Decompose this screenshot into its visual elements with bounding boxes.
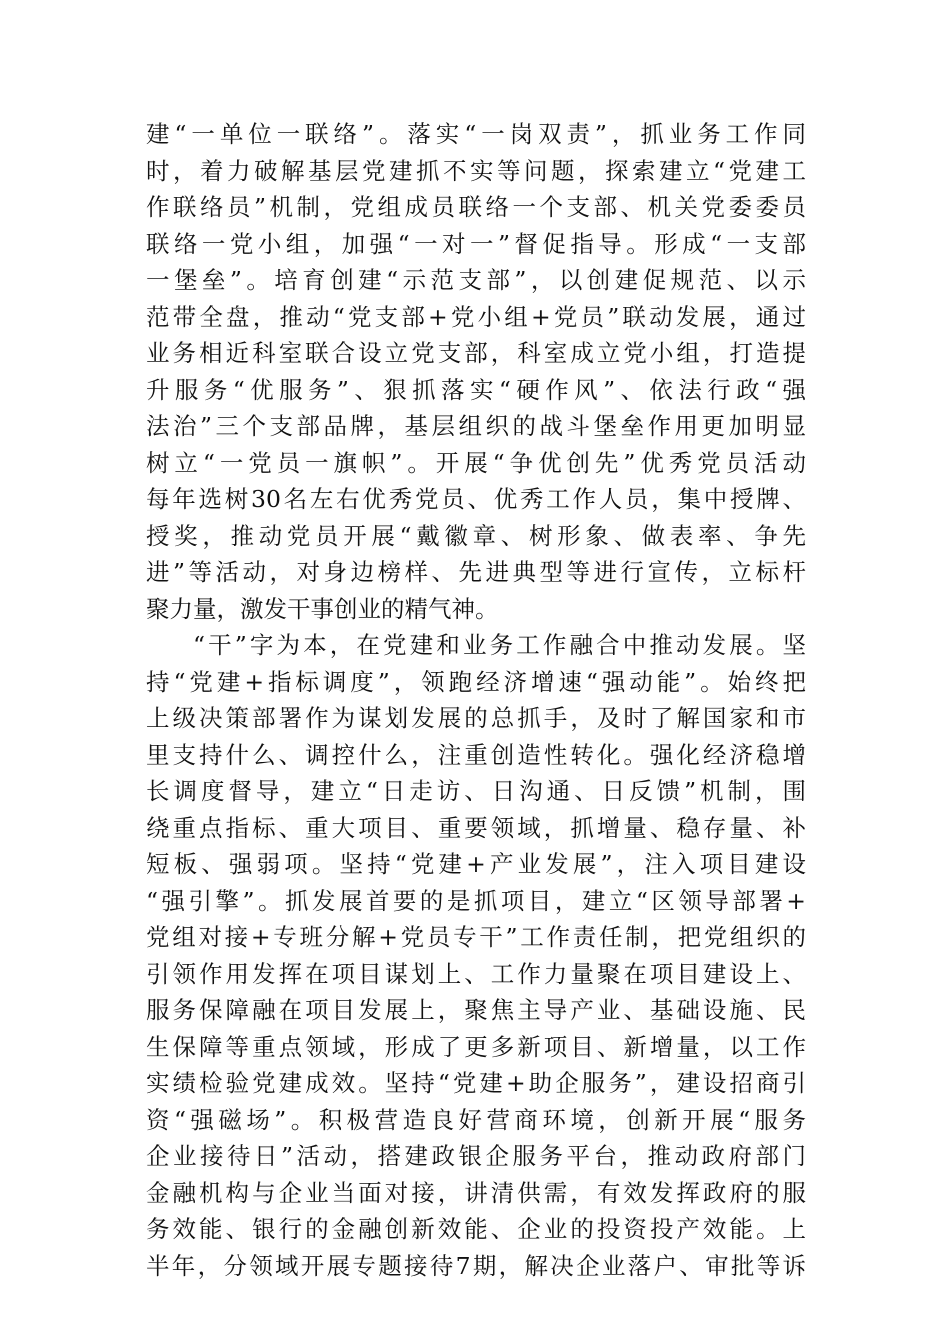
body-text: [146, 116, 806, 1284]
paragraph-1: [146, 116, 806, 627]
text-line: 时，着力破解基层党建抓不实等问题，探索建立“党建工: [146, 156, 806, 185]
text-line: 实绩检验党建成效。坚持“党建+助企服务”，建设招商引: [146, 1069, 806, 1097]
text-line: 联络一党小组，加强“一对一”督促指导。形成“一支部: [146, 229, 806, 258]
text-line: 持“党建+指标调度”，领跑经济增速“强动能”。始终把: [146, 667, 806, 696]
text-line: 金融机构与企业当面对接，讲清供需，有效发挥政府的服: [146, 1178, 806, 1207]
text-line: 建“一单位一联络”。落实“一岗双责”，抓业务工作同: [146, 120, 806, 148]
text-line: 树立“一党员一旗帜”。开展“争优创先”优秀党员活动: [146, 448, 806, 477]
text-line: 短板、强弱项。坚持“党建+产业发展”，注入项目建设: [146, 850, 806, 878]
text-line: 资“强磁场”。积极营造良好营商环境，创新开展“服务: [146, 1105, 806, 1134]
text-line: 法治”三个支部品牌，基层组织的战斗堡垒作用更加明显: [146, 412, 806, 440]
text-line: 进”等活动，对身边榜样、先进典型等进行宣传，立标杆: [146, 558, 806, 586]
text-line: 服务保障融在项目发展上，聚焦主导产业、基础设施、民: [146, 996, 806, 1024]
paragraph-2: [146, 627, 806, 1284]
text-line: 企业接待日”活动，搭建政银企服务平台，推动政府部门: [146, 1142, 806, 1170]
text-line: 升服务“优服务”、狠抓落实“硬作风”、依法行政“强: [146, 375, 806, 404]
text-line: 长调度督导，建立“日走访、日沟通、日反馈”机制，围: [146, 777, 806, 805]
text-line: 务效能、银行的金融创新效能、企业的投资投产效能。上: [146, 1215, 806, 1243]
text-line: 范带全盘，推动“党支部+党小组+党员”联动发展，通过: [146, 302, 806, 331]
text-line: 上级决策部署作为谋划发展的总抓手，及时了解国家和市: [146, 704, 806, 732]
text-line: 聚力量，激发干事创业的精气神。: [146, 594, 499, 623]
text-line: 里支持什么、调控什么，注重创造性转化。强化经济稳增: [146, 740, 806, 769]
text-line: 绕重点指标、重大项目、重要领域，抓增量、稳存量、补: [146, 813, 806, 842]
text-line: 一堡垒”。培育创建“示范支部”，以创建促规范、以示: [146, 266, 806, 294]
text-line: 业务相近科室联合设立党支部，科室成立党小组，打造提: [146, 339, 806, 367]
text-line: 每年选树30名左右优秀党员、优秀工作人员，集中授牌、: [146, 485, 806, 513]
text-line: 引领作用发挥在项目谋划上、工作力量聚在项目建设上、: [146, 959, 806, 988]
text-line: “干”字为本，在党建和业务工作融合中推动发展。坚: [193, 631, 806, 659]
text-line: 作联络员”机制，党组成员联络一个支部、机关党委委员: [146, 193, 806, 221]
text-line: 生保障等重点领域，形成了更多新项目、新增量，以工作: [146, 1032, 806, 1061]
text-line: 半年，分领域开展专题接待7期，解决企业落户、审批等诉: [146, 1251, 806, 1280]
text-line: “强引擎”。抓发展首要的是抓项目，建立“区领导部署+: [146, 886, 806, 915]
text-line: 授奖，推动党员开展“戴徽章、树形象、做表率、争先: [146, 521, 806, 550]
text-line: 党组对接+专班分解+党员专干”工作责任制，把党组织的: [146, 923, 806, 951]
